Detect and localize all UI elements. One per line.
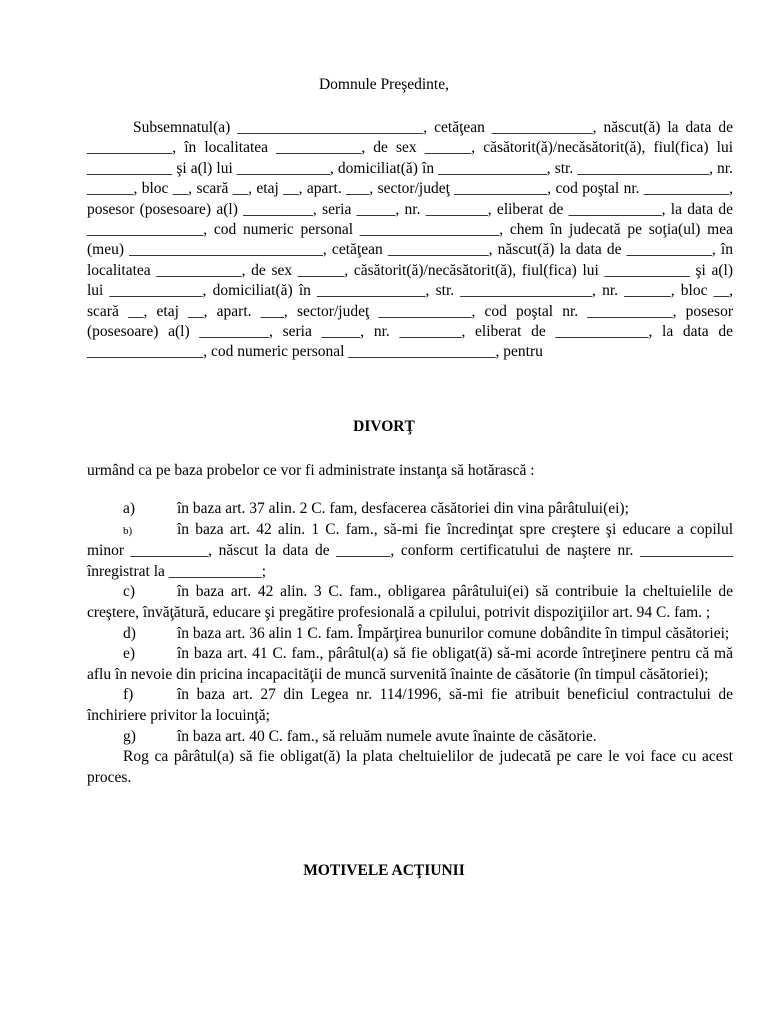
item-label: g) <box>123 727 136 745</box>
petitioner-paragraph: Subsemnatul(a) ________________________, cetăţean _____________, născut(ă) la data de ___________, în localitatea ___________, de sex ______, căsătorit(ă)/necăsătorit(ă), fiul(fica) lui ___________ şi a(l) lui ____________, domiciliat(ă) în ______________, str. _________________, nr. ______, bloc __, scară __, etaj __, apart. ___, sector/judeţ ____________, cod poştal nr. ___________, posesor (posesoare) a(l) _________, seria _____, nr. ________, eliberat de ____________, la data de _______________, cod numeric personal __________________, chem în judecată pe soţia(ul) mea (meu) _________________________, cetăţean _____________, născut(ă) la data de ___________, în localitatea ___________, de sex ______, căsătorit(ă)/necăsătorit(ă), fiul(fica) lui ___________ şi a(l) lui ____________, domiciliat(ă) în ______________, str. _________________, nr. ______, bloc __, scară __, etaj __, apart. ___, sector/judeţ ____________, cod poştal nr. ___________, posesor (posesoare) a(l) _________, seria _____, nr. ________, eliberat de ____________, la data de _______________, cod numeric personal ___________________, pentru <box>87 119 733 361</box>
list-item <box>87 685 733 726</box>
item-text: în baza art. 36 alin 1 C. fam. Împărţirea bunurilor comune dobândite în timpul căsătoriei; <box>177 624 730 642</box>
list-item <box>87 582 733 623</box>
item-label: c) <box>123 583 136 601</box>
item-text: în baza art. 40 C. fam., să reluăm numele avute înainte de căsătorie. <box>177 727 597 745</box>
item-label: b) <box>123 524 133 537</box>
list-item <box>87 644 733 685</box>
item-label: a) <box>123 500 136 517</box>
item-label: f) <box>123 686 134 704</box>
item-text: în baza art. 41 C. fam., pârâtul(a) să fie obligat(ă) să-mi acorde întreţinere pentru că mă aflu în nevoie din pricina incapacităţii de muncă survenită înainte de căsătorie (în timpul căsătoriei); <box>87 645 733 683</box>
item-text: în baza art. 27 din Legea nr. 114/1996, să-mi fie atribuit beneficiul contractului de închiriere privitor la locuinţă; <box>87 686 733 724</box>
heading-motive: MOTIVELE ACŢIUNII <box>303 862 465 879</box>
item-label: d) <box>123 624 136 642</box>
heading-divort: DIVORŢ <box>353 418 415 435</box>
list-item <box>87 727 733 748</box>
item-text: în baza art. 37 alin. 2 C. fam, desfacerea căsătoriei din vina pârâtului(ei); <box>177 500 629 517</box>
salutation: Domnule Preşedinte, <box>318 76 449 93</box>
item-label: e) <box>123 645 136 663</box>
list-item <box>87 624 733 645</box>
list-item <box>87 499 733 520</box>
closing-request: Rog ca pârâtul(a) să fie obligat(ă) la plata cheltuielilor de judecată pe care le voi face cu acest proces. <box>87 748 733 786</box>
item-text: în baza art. 42 alin. 1 C. fam., să-mi fie încredinţat spre creştere şi educare a copilul minor __________, născut la data de _______, conform certificatului de naştere nr. ____________ înregistrat la ____________; <box>87 520 733 580</box>
list-item <box>87 520 733 583</box>
request-list <box>87 499 733 788</box>
item-text: în baza art. 42 alin. 3 C. fam., obligarea pârâtului(ei) să contribuie la cheltuielile de creştere, învăţătură, educare şi pregătire profesională a cpilului, potrivit dispoziţiilor art. 94 C. fam. ; <box>87 583 733 621</box>
intro-text: urmând ca pe baza probelor ce vor fi administrate instanţa să hotărască : <box>87 462 535 479</box>
